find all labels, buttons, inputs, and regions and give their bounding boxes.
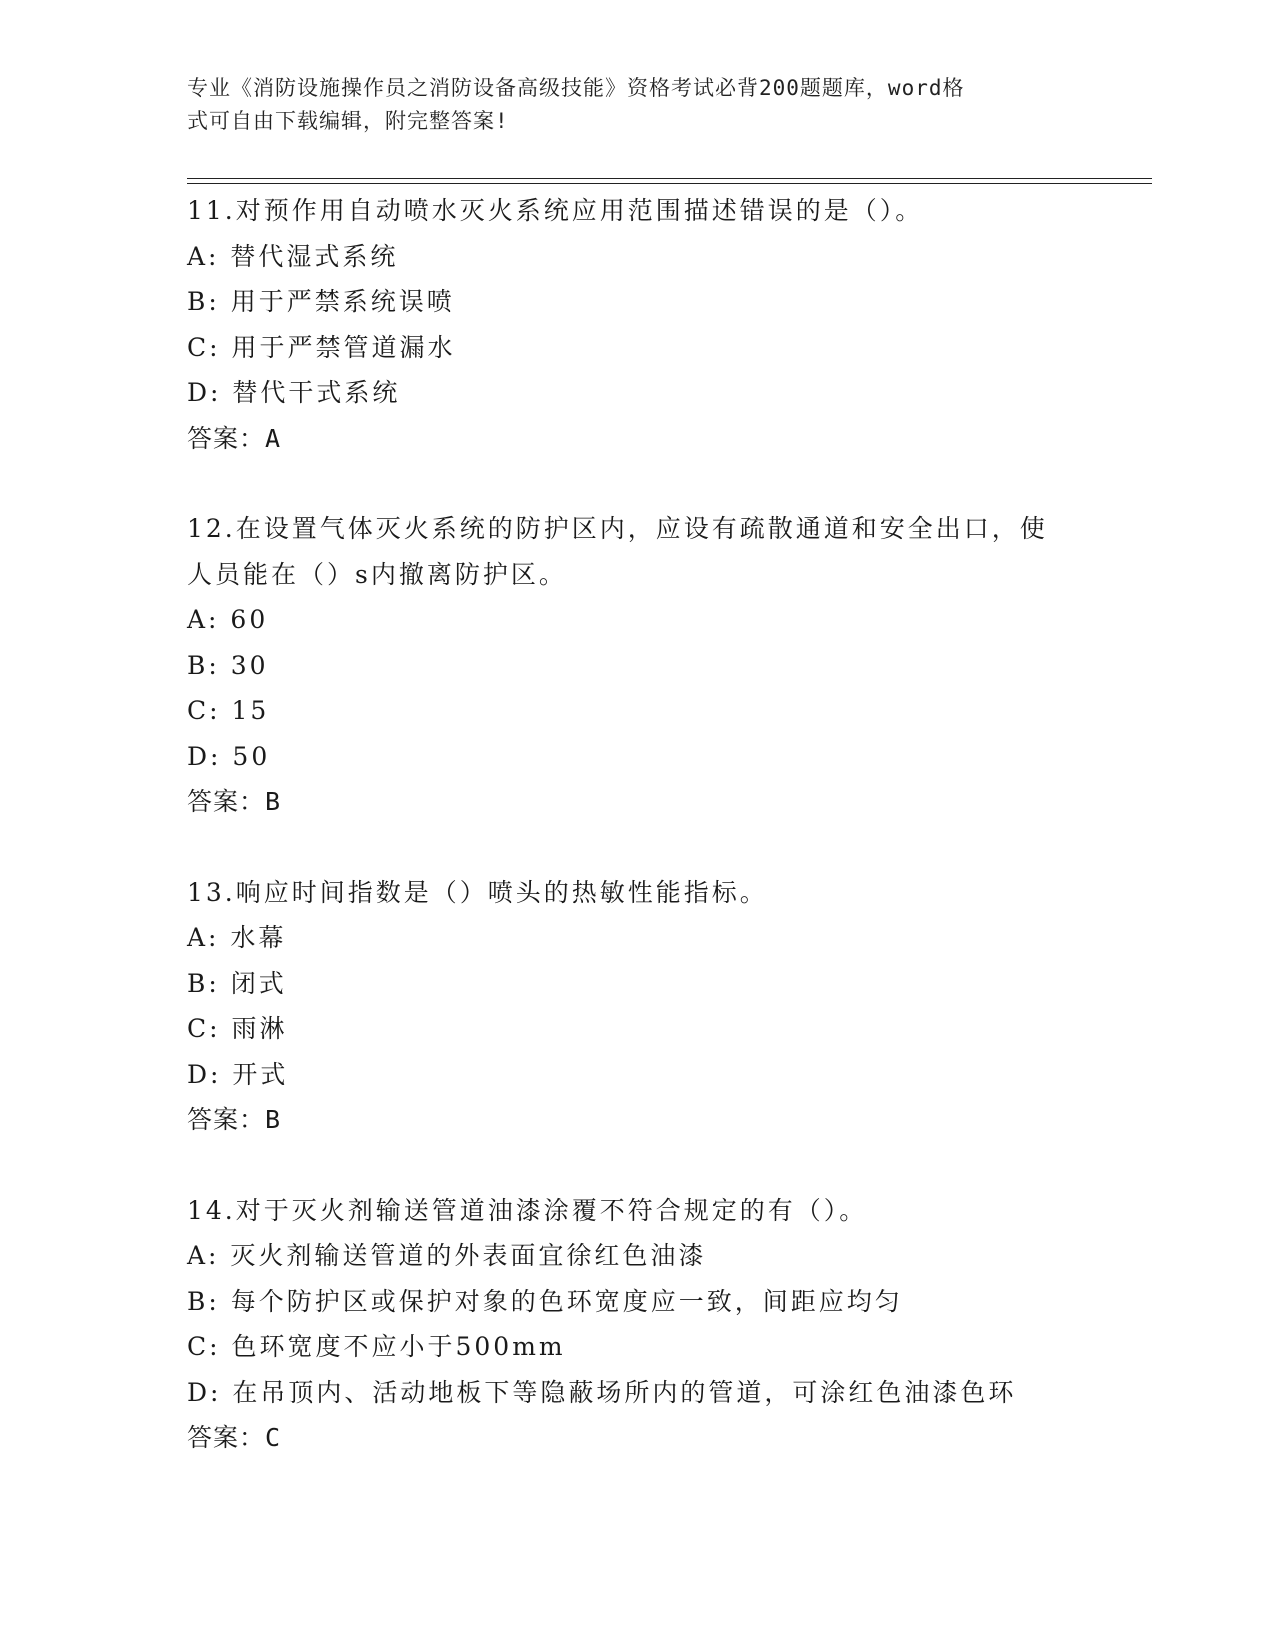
header-divider-top [187,178,1152,179]
option-a: A: 水幕 [187,923,287,952]
question-list [187,188,1147,1506]
question-12 [187,506,1147,825]
option-c: C: 雨淋 [187,1014,288,1043]
option-b: B: 闭式 [187,968,287,998]
document-header [187,72,1067,138]
header-line-1: 专业《消防设施操作员之消防设备高级技能》资格考试必背200题题库，word格 [187,76,965,100]
option-a: A: 替代湿式系统 [187,241,399,271]
answer-label: 答案：B [187,1105,282,1134]
option-d: D: 替代干式系统 [187,378,401,407]
question-13 [187,870,1147,1143]
question-11 [187,188,1147,461]
option-c: C: 用于严禁管道漏水 [187,332,456,362]
option-c: C: 15 [187,696,270,725]
answer-label: 答案：C [187,1423,282,1452]
option-b: B: 30 [187,650,269,680]
option-d: D: 开式 [187,1059,289,1089]
question-stem: 12.在设置气体灭火系统的防护区内，应设有疏散通道和安全出口，使 [187,514,1048,543]
question-stem: 13.响应时间指数是（）喷头的热敏性能指标。 [187,877,768,907]
option-d: D: 在吊顶内、活动地板下等隐蔽场所内的管道，可涂红色油漆色环 [187,1377,1017,1407]
answer-label: 答案：B [187,787,282,816]
question-14 [187,1188,1147,1461]
option-a: A: 灭火剂输送管道的外表面宜徐红色油漆 [187,1241,707,1270]
option-a: A: 60 [187,605,269,634]
header-divider-bottom [187,183,1152,184]
answer-label: 答案：A [187,423,282,453]
header-line-2: 式可自由下载编辑，附完整答案! [187,109,509,133]
question-stem: 11.对预作用自动喷水灭火系统应用范围描述错误的是（）。 [187,196,924,225]
question-stem: 14.对于灭火剂输送管道油漆涂覆不符合规定的有（）。 [187,1195,868,1225]
option-c: C: 色环宽度不应小于500mm [187,1332,566,1361]
question-stem-continued: 人员能在（）s内撤离防护区。 [187,559,567,589]
option-b: B: 每个防护区或保护对象的色环宽度应一致，间距应均匀 [187,1286,903,1316]
option-d: D: 50 [187,741,271,771]
option-b: B: 用于严禁系统误喷 [187,287,455,316]
